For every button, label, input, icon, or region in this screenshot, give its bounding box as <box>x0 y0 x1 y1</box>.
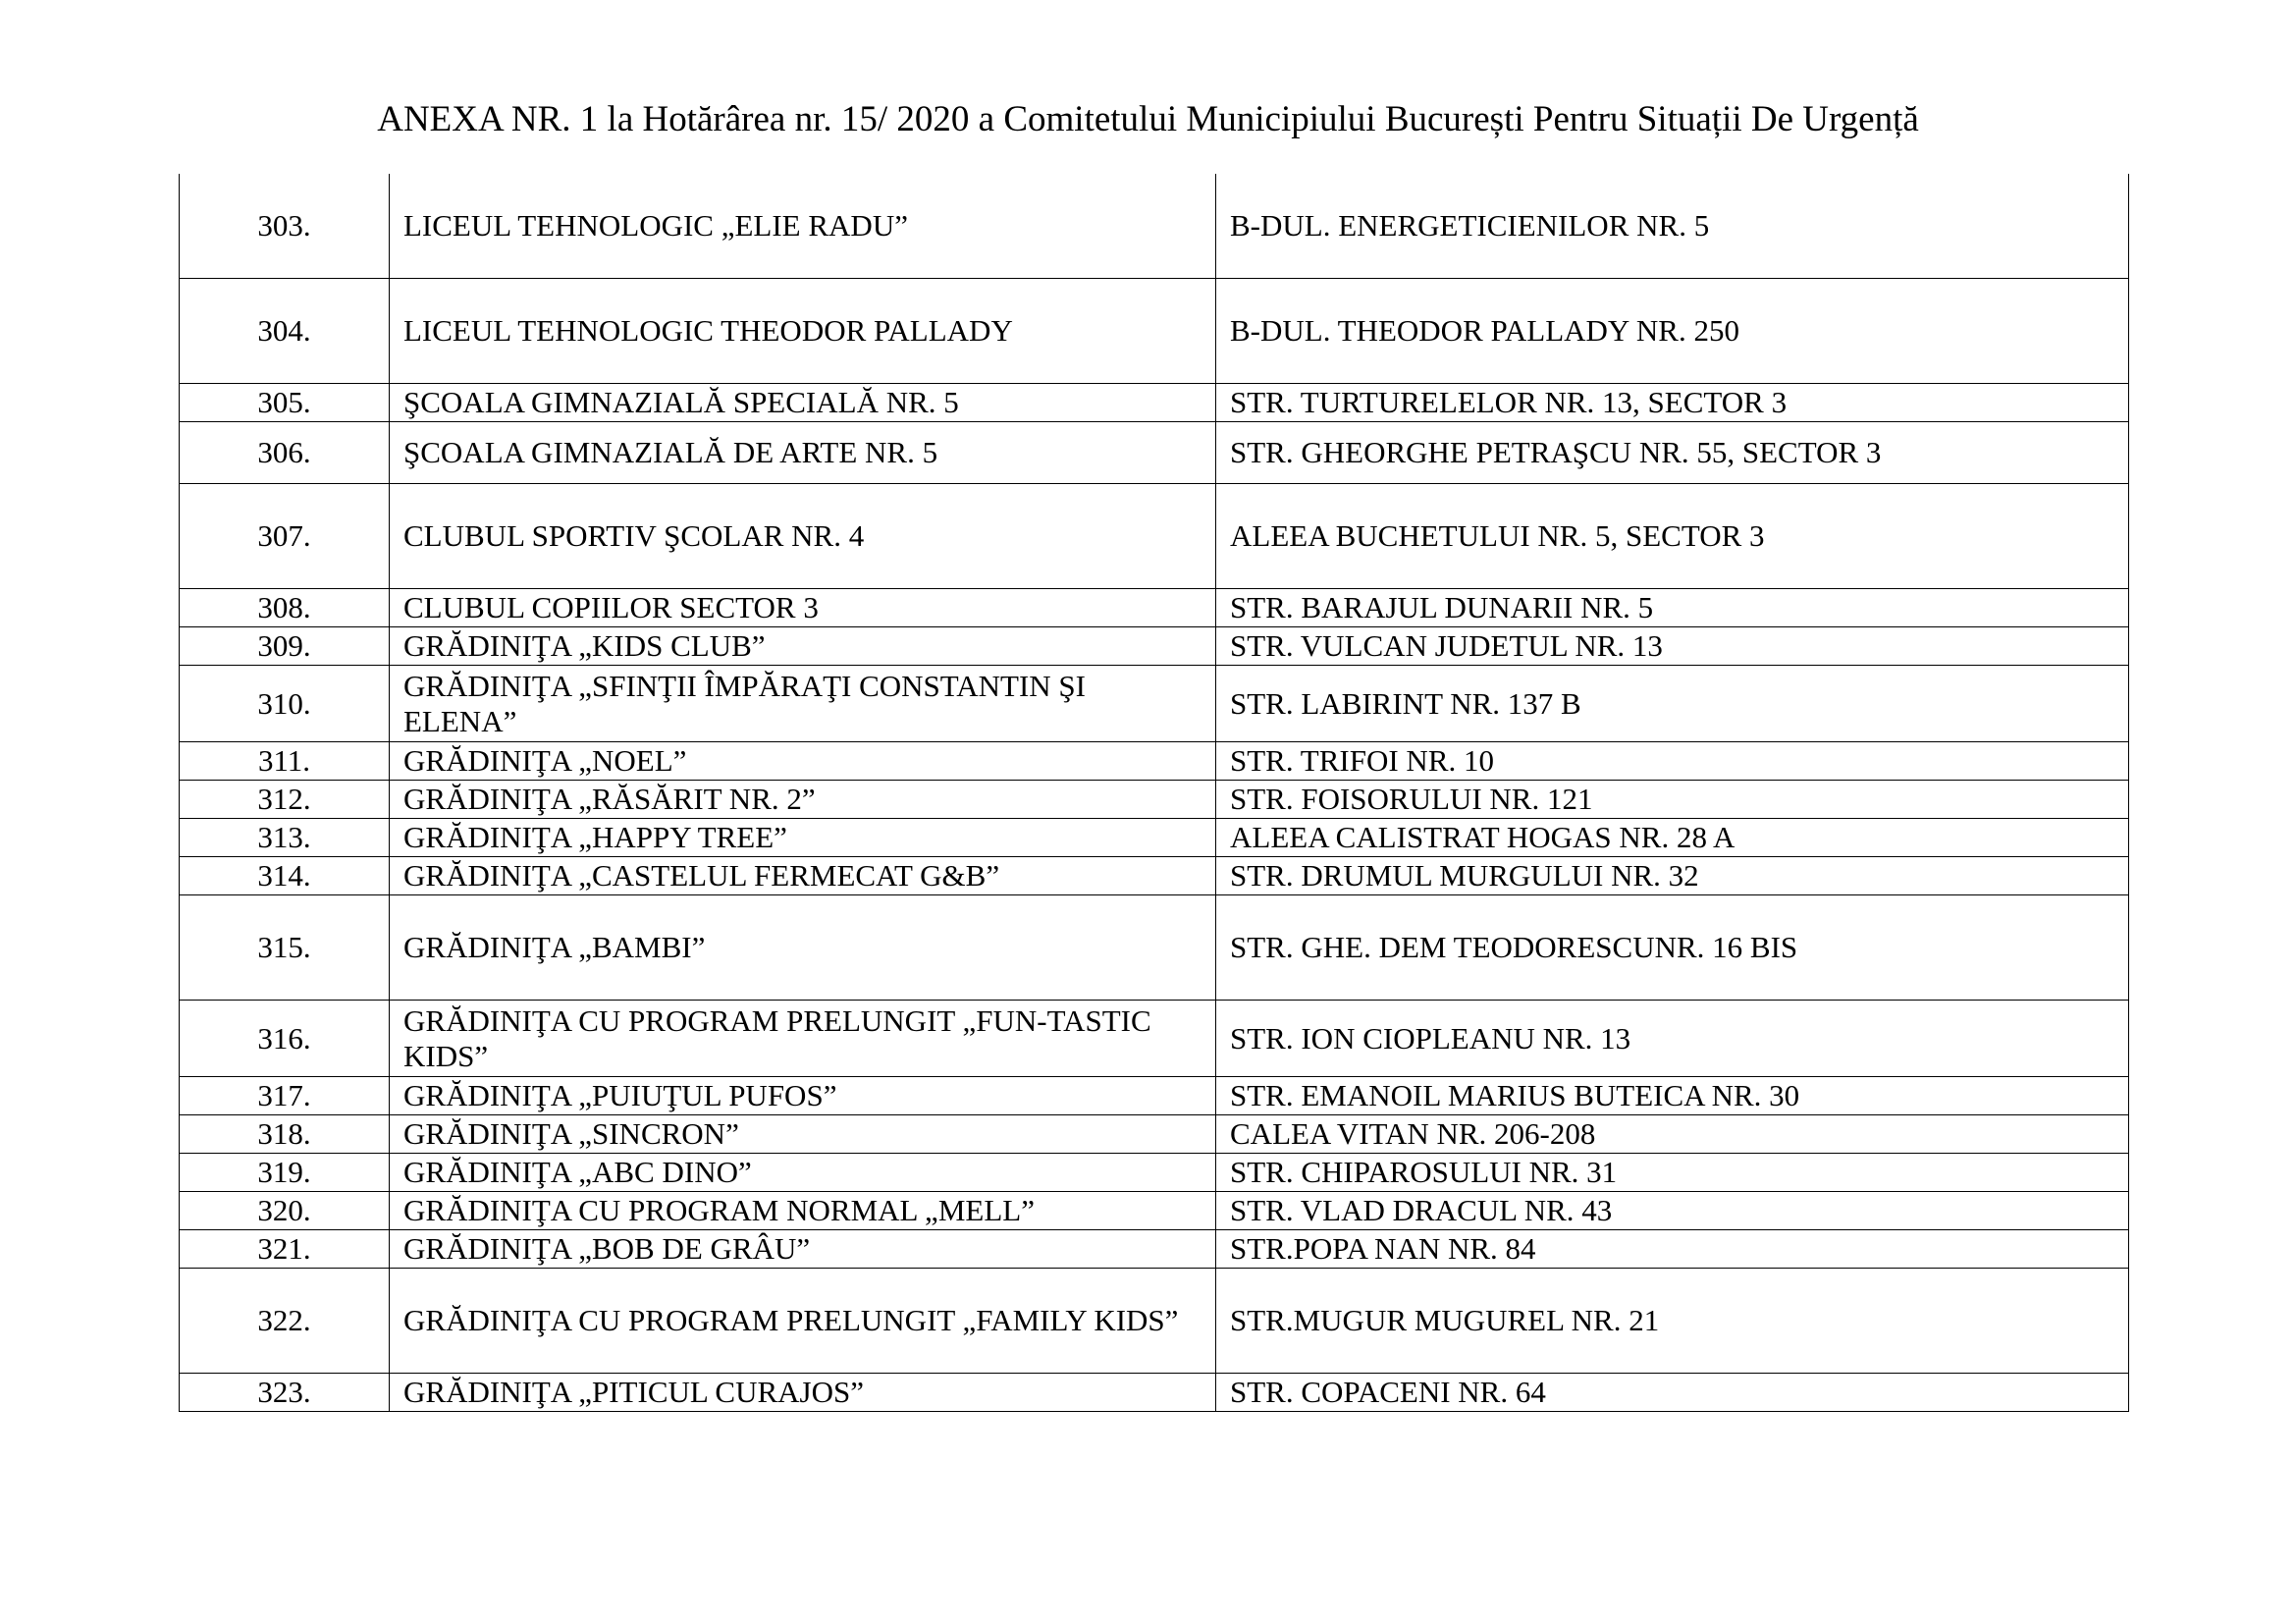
row-number: 314. <box>180 857 390 895</box>
institution-name: GRĂDINIŢA „ABC DINO” <box>390 1154 1216 1192</box>
table-row <box>180 484 2129 589</box>
annex-table <box>179 174 2129 1412</box>
institution-name: GRĂDINIŢA „NOEL” <box>390 742 1216 781</box>
institution-address: STR.POPA NAN NR. 84 <box>1216 1230 2129 1269</box>
table-row <box>180 1269 2129 1374</box>
table-row <box>180 895 2129 1001</box>
row-number: 320. <box>180 1192 390 1230</box>
institution-address: STR. TRIFOI NR. 10 <box>1216 742 2129 781</box>
institution-address: STR. ION CIOPLEANU NR. 13 <box>1216 1001 2129 1077</box>
institution-address: ALEEA BUCHETULUI NR. 5, SECTOR 3 <box>1216 484 2129 589</box>
row-number: 303. <box>180 174 390 279</box>
page-title: ANEXA NR. 1 la Hotărârea nr. 15/ 2020 a Comitetului Municipiului București Pentru Situații De Urgență <box>377 99 1919 139</box>
institution-name: GRĂDINIŢA „PUIUŢUL PUFOS” <box>390 1077 1216 1115</box>
institution-name: GRĂDINIŢA CU PROGRAM PRELUNGIT „FUN-TASTIC KIDS” <box>390 1001 1216 1077</box>
institution-name: LICEUL TEHNOLOGIC „ELIE RADU” <box>390 174 1216 279</box>
row-number: 308. <box>180 589 390 627</box>
table-row <box>180 174 2129 279</box>
row-number: 306. <box>180 422 390 484</box>
institution-name: GRĂDINIŢA CU PROGRAM NORMAL „MELL” <box>390 1192 1216 1230</box>
row-number: 322. <box>180 1269 390 1374</box>
row-number: 312. <box>180 781 390 819</box>
table-row <box>180 384 2129 422</box>
institution-name: ŞCOALA GIMNAZIALĂ DE ARTE NR. 5 <box>390 422 1216 484</box>
table-row <box>180 1077 2129 1115</box>
institution-address: STR.MUGUR MUGUREL NR. 21 <box>1216 1269 2129 1374</box>
row-number: 309. <box>180 627 390 666</box>
table-row <box>180 742 2129 781</box>
row-number: 307. <box>180 484 390 589</box>
row-number: 315. <box>180 895 390 1001</box>
row-number: 323. <box>180 1374 390 1412</box>
institution-name: GRĂDINIŢA „SFINŢII ÎMPĂRAŢI CONSTANTIN ŞI ELENA” <box>390 666 1216 742</box>
institution-name: LICEUL TEHNOLOGIC THEODOR PALLADY <box>390 279 1216 384</box>
institution-name: GRĂDINIŢA „BAMBI” <box>390 895 1216 1001</box>
row-number: 310. <box>180 666 390 742</box>
table-row <box>180 781 2129 819</box>
institution-name: CLUBUL COPIILOR SECTOR 3 <box>390 589 1216 627</box>
institution-address: ALEEA CALISTRAT HOGAS NR. 28 A <box>1216 819 2129 857</box>
table-row <box>180 1115 2129 1154</box>
institution-address: STR. TURTURELELOR NR. 13, SECTOR 3 <box>1216 384 2129 422</box>
row-number: 305. <box>180 384 390 422</box>
row-number: 316. <box>180 1001 390 1077</box>
institution-address: STR. GHEORGHE PETRAŞCU NR. 55, SECTOR 3 <box>1216 422 2129 484</box>
institution-address: STR. FOISORULUI NR. 121 <box>1216 781 2129 819</box>
table-row <box>180 857 2129 895</box>
row-number: 319. <box>180 1154 390 1192</box>
table-row <box>180 1154 2129 1192</box>
table-row <box>180 666 2129 742</box>
institution-name: GRĂDINIŢA „KIDS CLUB” <box>390 627 1216 666</box>
institution-name: GRĂDINIŢA „SINCRON” <box>390 1115 1216 1154</box>
institution-name: GRĂDINIŢA „PITICUL CURAJOS” <box>390 1374 1216 1412</box>
table-row <box>180 819 2129 857</box>
institution-name: GRĂDINIŢA „RĂSĂRIT NR. 2” <box>390 781 1216 819</box>
institution-address: STR. GHE. DEM TEODORESCUNR. 16 BIS <box>1216 895 2129 1001</box>
institution-address: STR. VULCAN JUDETUL NR. 13 <box>1216 627 2129 666</box>
institution-name: GRĂDINIŢA „HAPPY TREE” <box>390 819 1216 857</box>
table-row <box>180 422 2129 484</box>
institution-name: CLUBUL SPORTIV ŞCOLAR NR. 4 <box>390 484 1216 589</box>
row-number: 313. <box>180 819 390 857</box>
institution-name: GRĂDINIŢA „CASTELUL FERMECAT G&B” <box>390 857 1216 895</box>
table-row <box>180 589 2129 627</box>
table-row <box>180 1001 2129 1077</box>
institution-address: STR. CHIPAROSULUI NR. 31 <box>1216 1154 2129 1192</box>
institution-address: STR. DRUMUL MURGULUI NR. 32 <box>1216 857 2129 895</box>
row-number: 318. <box>180 1115 390 1154</box>
table-row <box>180 627 2129 666</box>
institution-address: CALEA VITAN NR. 206-208 <box>1216 1115 2129 1154</box>
institution-name: ŞCOALA GIMNAZIALĂ SPECIALĂ NR. 5 <box>390 384 1216 422</box>
table-row <box>180 1374 2129 1412</box>
institution-address: STR. EMANOIL MARIUS BUTEICA NR. 30 <box>1216 1077 2129 1115</box>
row-number: 304. <box>180 279 390 384</box>
institution-address: STR. COPACENI NR. 64 <box>1216 1374 2129 1412</box>
institution-address: B-DUL. THEODOR PALLADY NR. 250 <box>1216 279 2129 384</box>
table-row <box>180 1230 2129 1269</box>
row-number: 317. <box>180 1077 390 1115</box>
institution-name: GRĂDINIŢA „BOB DE GRÂU” <box>390 1230 1216 1269</box>
institution-address: B-DUL. ENERGETICIENILOR NR. 5 <box>1216 174 2129 279</box>
institution-address: STR. BARAJUL DUNARII NR. 5 <box>1216 589 2129 627</box>
table-row <box>180 279 2129 384</box>
institution-address: STR. VLAD DRACUL NR. 43 <box>1216 1192 2129 1230</box>
table-row <box>180 1192 2129 1230</box>
institution-address: STR. LABIRINT NR. 137 B <box>1216 666 2129 742</box>
row-number: 311. <box>180 742 390 781</box>
row-number: 321. <box>180 1230 390 1269</box>
institution-name: GRĂDINIŢA CU PROGRAM PRELUNGIT „FAMILY KIDS” <box>390 1269 1216 1374</box>
